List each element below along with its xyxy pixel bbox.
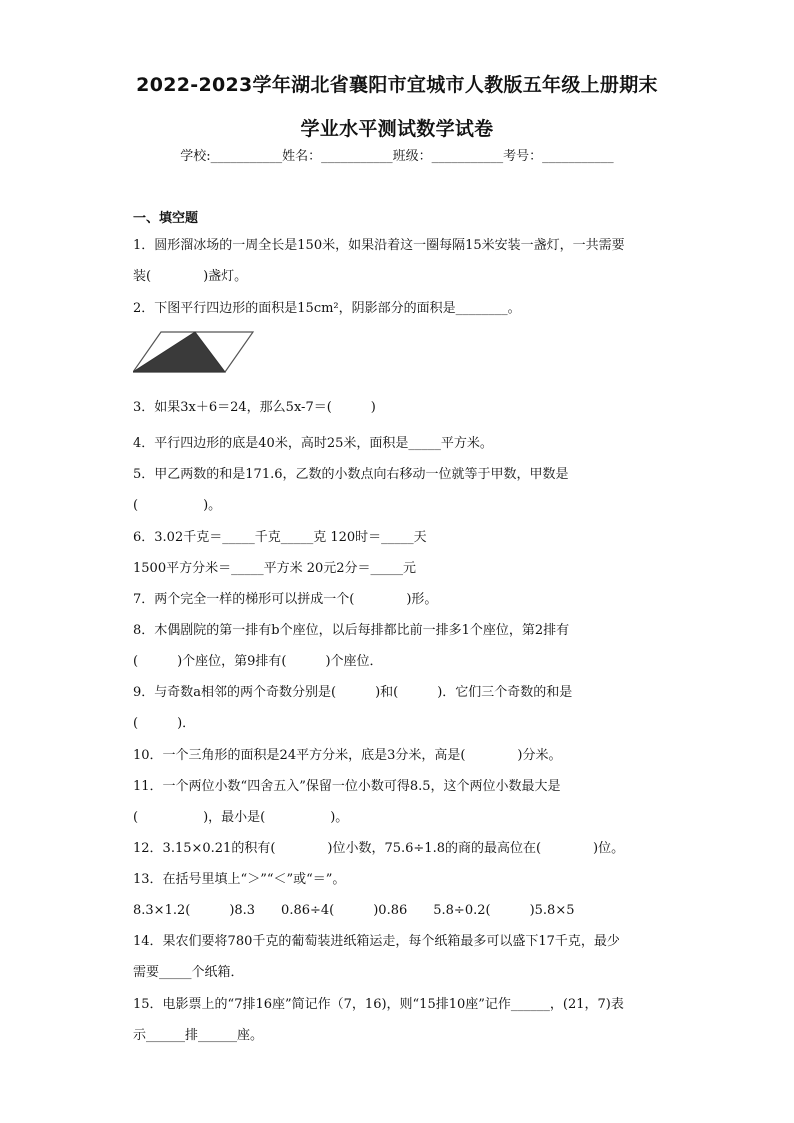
q14-line-1: 14．果农们要将780千克的葡萄装进纸箱运走，每个纸箱最多可以盛下17千克，最少 [133, 934, 620, 949]
q8-line-2: ( )个座位，第9排有( )个座位． [133, 654, 383, 669]
section-title: 一、填空题 [133, 211, 199, 226]
parallelogram-figure [133, 330, 255, 374]
q13-line-1: 13．在括号里填上“＞”“＜”或“＝”。 [133, 872, 346, 887]
q5-line-1: 5．甲乙两数的和是171.6，乙数的小数点向右移动一位就等于甲数，甲数是 [133, 467, 569, 482]
q3-line: 3．如果3x＋6＝24，那么5x-7＝( ) [133, 400, 376, 415]
q11-line-1: 11．一个两位小数“四舍五入”保留一位小数可得8.5，这个两位小数最大是 [133, 779, 561, 794]
q15-line-1: 15．电影票上的“7排16座”简记作（7，16)，则“15排10座”记作______，(21，7)表 [133, 997, 624, 1012]
q14-line-2: 需要_____个纸箱． [133, 965, 244, 980]
q1-line-1: 1．圆形溜冰场的一周全长是150米，如果沿着这一圈每隔15米安装一盏灯，一共需要 [133, 238, 625, 253]
q10-line: 10．一个三角形的面积是24平方分米，底是3分米，高是( )分米。 [133, 748, 562, 763]
student-info-line: 学校:___________姓名：___________班级：___________考号：___________ [180, 149, 614, 164]
q5-line-2: ( )。 [133, 498, 222, 513]
q2-line: 2．下图平行四边形的面积是15cm²，阴影部分的面积是________。 [133, 301, 521, 316]
q9-line-1: 9．与奇数a相邻的两个奇数分别是( )和( )．它们三个奇数的和是 [133, 685, 573, 700]
q13-line-2: 8.3×1.2( )8.3 0.86÷4( )0.86 5.8÷0.2( )5.8×5 [133, 903, 575, 918]
q7-line: 7．两个完全一样的梯形可以拼成一个( )形。 [133, 592, 438, 607]
q15-line-2: 示______排______座。 [133, 1028, 264, 1043]
title-line-2: 学业水平测试数学试卷 [300, 118, 494, 140]
q12-line: 12．3.15×0.21的积有( )位小数，75.6÷1.8的商的最高位在( )位。 [133, 841, 625, 856]
q6-line-2: 1500平方分米＝_____平方米 20元2分＝_____元 [133, 561, 417, 576]
q1-line-2: 装( )盏灯。 [133, 269, 248, 284]
title-line-1: 2022-2023学年湖北省襄阳市宜城市人教版五年级上册期末 [136, 74, 658, 96]
q6-line-1: 6．3.02千克＝_____千克_____克 120时＝_____天 [133, 530, 427, 545]
q9-line-2: ( )． [133, 716, 196, 731]
q4-line: 4．平行四边形的底是40米，高时25米，面积是_____平方米。 [133, 436, 493, 451]
q11-line-2: ( )，最小是( )。 [133, 810, 349, 825]
q8-line-1: 8．木偶剧院的第一排有b个座位，以后每排都比前一排多1个座位，第2排有 [133, 623, 570, 638]
